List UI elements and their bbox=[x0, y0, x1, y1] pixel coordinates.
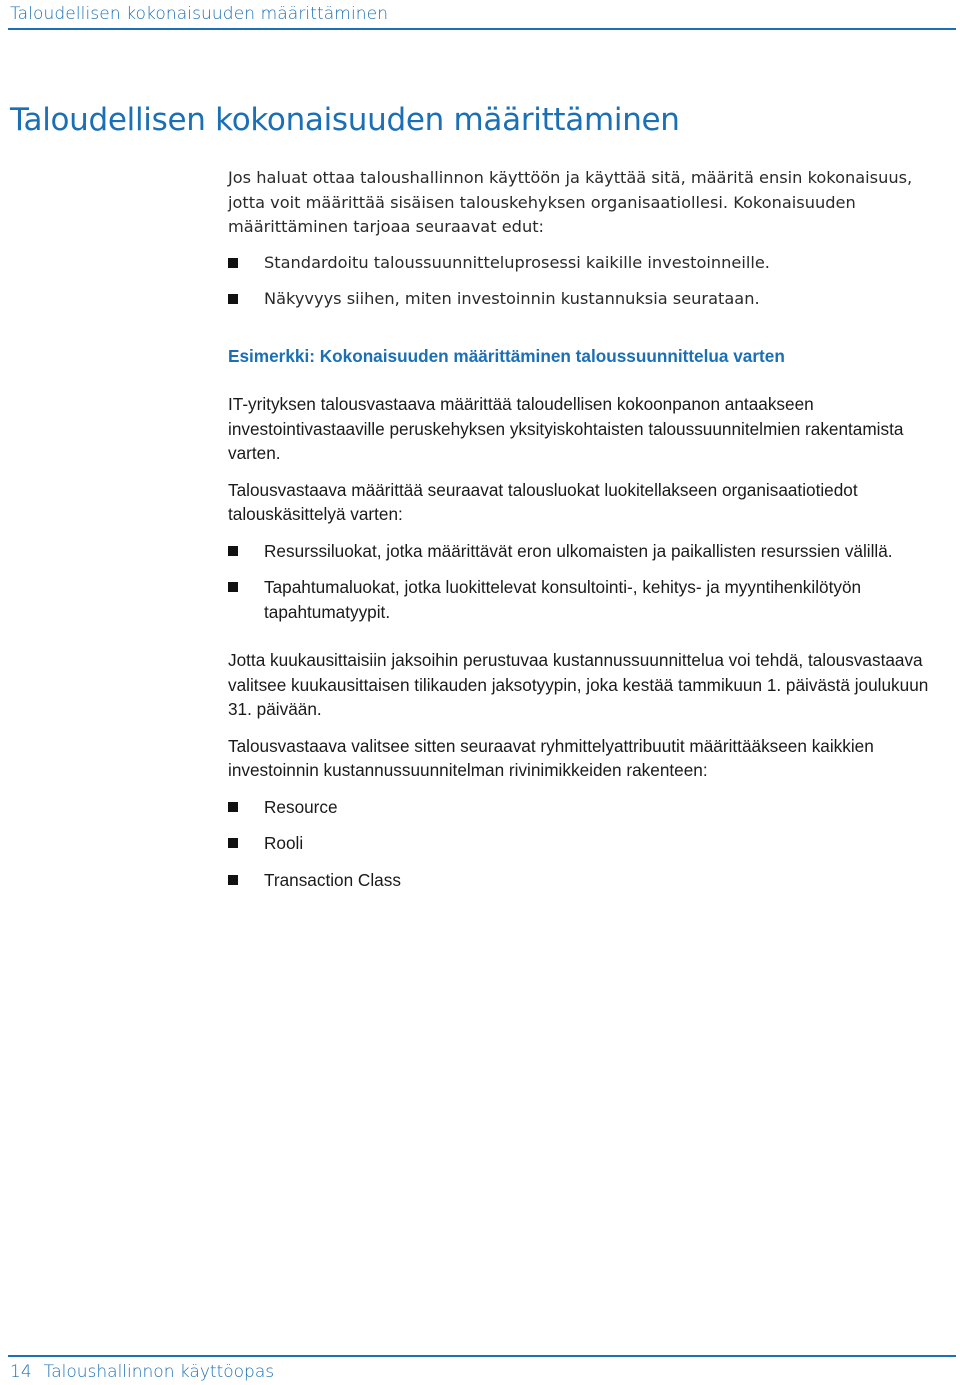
square-bullet-icon bbox=[228, 838, 238, 848]
example-paragraph-2: Talousvastaava määrittää seuraavat talousluokat luokitellakseen organisaatiotiedot talouskäsittelyä varten: bbox=[228, 479, 858, 524]
square-bullet-icon bbox=[228, 546, 238, 556]
list-item bbox=[228, 575, 948, 624]
list-item bbox=[228, 831, 948, 856]
list-item bbox=[228, 795, 948, 820]
example-paragraph-3: Jotta kuukausittaisiin jaksoihin perustuvaa kustannussuunnittelua voi tehdä, talousvastaava valitsee kuukausittaisen tilikauden jaksotyypin, joka kestää tammikuun 1. päivästä joulukuun 31. päivään. bbox=[228, 650, 929, 719]
list-item-text: Standardoitu taloussuunnitteluprosessi kaikille investoinneille. bbox=[264, 252, 770, 272]
page-footer bbox=[10, 1362, 274, 1382]
list-item-text: Resurssiluokat, jotka määrittävät eron ulkomaisten ja paikallisten resurssien välillä. bbox=[264, 540, 893, 561]
list-item-text: Rooli bbox=[264, 833, 304, 853]
square-bullet-icon bbox=[228, 582, 238, 592]
list-item-text: Näkyvyys siihen, miten investoinnin kustannuksia seurataan. bbox=[264, 289, 760, 308]
page-number: 14 bbox=[10, 1362, 32, 1382]
list-item-text: Resource bbox=[264, 796, 338, 817]
list-item bbox=[228, 251, 948, 276]
example-heading: Esimerkki: Kokonaisuuden määrittäminen taloussuunnittelua varten bbox=[228, 345, 785, 366]
book-title: Taloushallinnon käyttöopas bbox=[43, 1362, 275, 1382]
square-bullet-icon bbox=[228, 802, 238, 812]
intro-paragraph: Jos haluat ottaa taloushallinnon käyttöön ja käyttää sitä, määritä ensin kokonaisuus, jotta voit määrittää sisäisen talouskehyksen organisaatiollesi. Kokonaisuuden määrittäminen tarjoaa seuraavat edut: bbox=[228, 168, 913, 236]
example-paragraph-1: IT-yrityksen talousvastaava määrittää taloudellisen kokoonpanon antaakseen investointivastaaville peruskehyksen yksityiskohtaisten taloussuunnitelmien rakentamista varten. bbox=[228, 394, 904, 463]
list-item bbox=[228, 868, 948, 893]
benefits-list bbox=[228, 251, 948, 312]
list-item-text: Transaction Class bbox=[264, 869, 401, 890]
footer-divider bbox=[8, 1355, 956, 1357]
page-title: Taloudellisen kokonaisuuden määrittäminen bbox=[10, 102, 680, 138]
square-bullet-icon bbox=[228, 875, 238, 885]
example-paragraph-4: Talousvastaava valitsee sitten seuraavat ryhmittelyattribuutit määrittääkseen kaikkien investoinnin kustannussuunnitelman rivinimikkeiden rakenteen: bbox=[228, 735, 874, 780]
main-content bbox=[228, 166, 948, 904]
attributes-list bbox=[228, 795, 948, 893]
list-item bbox=[228, 287, 948, 312]
square-bullet-icon bbox=[228, 258, 238, 268]
running-header: Taloudellisen kokonaisuuden määrittäminen bbox=[10, 4, 389, 24]
header-divider bbox=[8, 28, 956, 30]
categories-list bbox=[228, 539, 948, 625]
list-item bbox=[228, 539, 948, 564]
square-bullet-icon bbox=[228, 294, 238, 304]
list-item-text: Tapahtumaluokat, jotka luokittelevat konsultointi-, kehitys- ja myyntihenkilötyön tapahtumatyypit. bbox=[264, 577, 862, 622]
